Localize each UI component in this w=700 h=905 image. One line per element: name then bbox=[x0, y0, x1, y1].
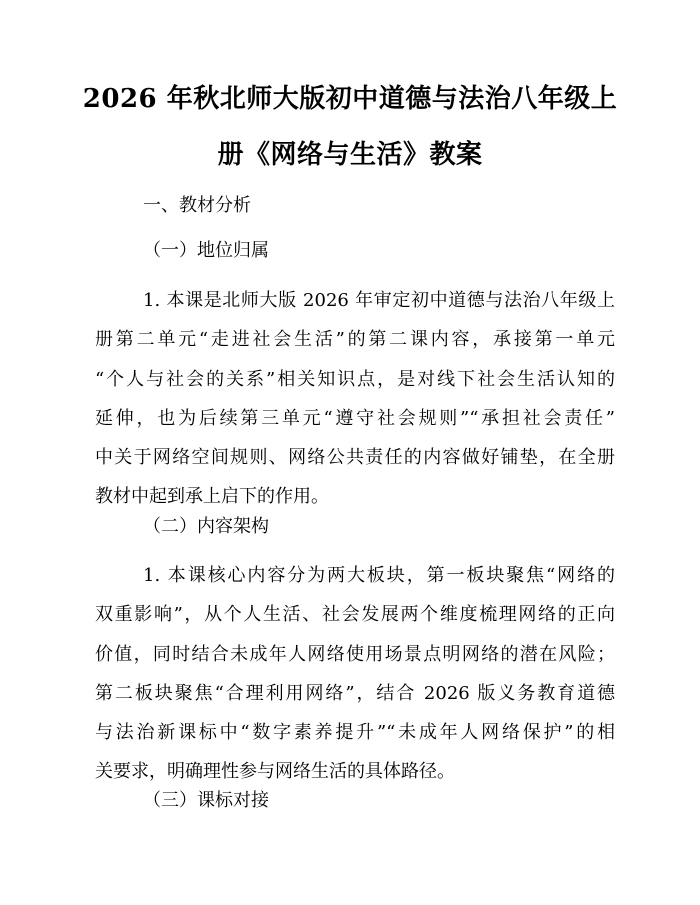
subheading-position: （一）地位归属 bbox=[143, 240, 269, 261]
paragraph-line: 关要求，明确理性参与网络生活的具体路径。 bbox=[95, 761, 455, 783]
paragraph-line: 延伸，也为后续第三单元“遵守社会规则”“承担社会责任” bbox=[95, 407, 615, 429]
paragraph-line: “个人与社会的关系”相关知识点，是对线下社会生活认知的 bbox=[95, 368, 615, 390]
paragraph-line: 双重影响”，从个人生活、社会发展两个维度梳理网络的正向 bbox=[95, 604, 615, 626]
document-title-line-2: 册《网络与生活》教案 bbox=[217, 140, 483, 170]
paragraph-content-structure bbox=[95, 565, 615, 801]
paragraph-position bbox=[95, 290, 615, 526]
paragraph-line: 中关于网络空间规则、网络公共责任的内容做好铺垫，在全册 bbox=[95, 447, 615, 469]
subheading-content-structure: （二）内容架构 bbox=[143, 516, 269, 537]
paragraph-line: 册第二单元“走进社会生活”的第二课内容，承接第一单元 bbox=[95, 329, 615, 351]
document-title-line-1: 2026 年秋北师大版初中道德与法治八年级上 bbox=[82, 84, 618, 114]
paragraph-line: 1. 本课核心内容分为两大板块，第一板块聚焦“网络的 bbox=[143, 565, 615, 586]
paragraph-line: 1. 本课是北师大版 2026 年审定初中道德与法治八年级上 bbox=[143, 290, 615, 311]
paragraph-line: 与法治新课标中“数字素养提升”“未成年人网络保护”的相 bbox=[95, 722, 615, 744]
paragraph-line: 教材中起到承上启下的作用。 bbox=[95, 486, 329, 508]
section-heading-textbook-analysis: 一、教材分析 bbox=[143, 195, 251, 216]
paragraph-line: 价值，同时结合未成年人网络使用场景点明网络的潜在风险； bbox=[95, 643, 615, 665]
subheading-curriculum-alignment: （三）课标对接 bbox=[143, 790, 269, 811]
paragraph-line: 第二板块聚焦“合理利用网络”，结合 2026 版义务教育道德 bbox=[95, 682, 615, 704]
